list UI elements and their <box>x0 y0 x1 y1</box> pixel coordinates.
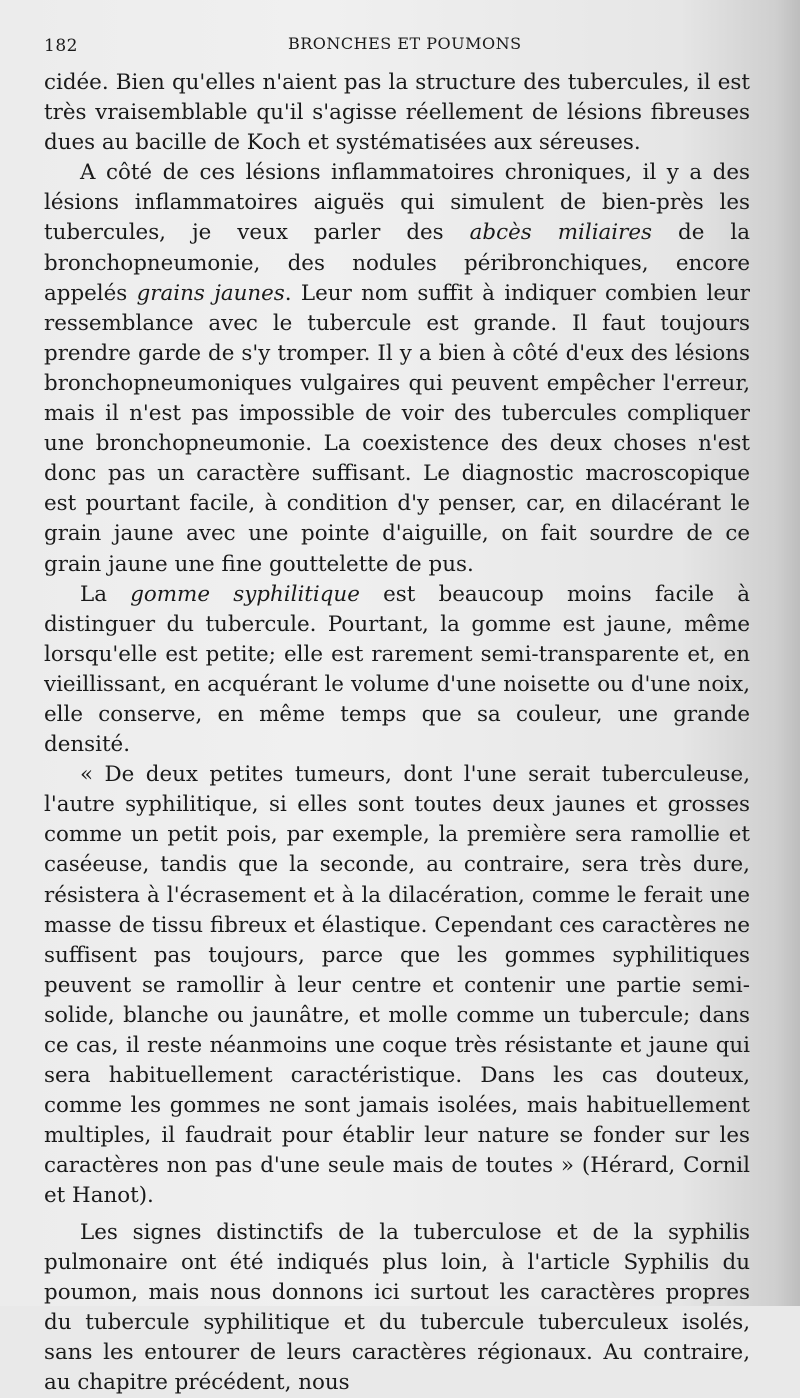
paragraph-text: de la bronchopneumonie, des nodules péribronchiques, encore appelés <box>44 220 750 306</box>
paragraph-3 <box>44 580 750 761</box>
paragraph-text: . Leur nom suffit à indiquer combien leur ressemblance avec le tubercule est grande. Il faut toujours prendre garde de s'y tromper. Il y a bien à côté d'eux des lésions bronchopneumoniques vulgaires qui peuvent empêcher l'erreur, mais il n'est pas impossible de voir des tubercules compliquer une bronchopneumonie. La coexistence des deux choses n'est donc pas un caractère suffisant. Le diagnostic macroscopique est pourtant facile, à condition d'y penser, car, en dilacérant le grain jaune avec une pointe d'aiguille, on fait sourdre de ce grain jaune une fine gouttelette de pus. <box>44 280 750 577</box>
italic-term: grains jaunes <box>136 280 285 306</box>
paragraph-2 <box>44 158 750 579</box>
italic-term: gomme syphilitique <box>130 581 360 607</box>
body-text <box>44 68 750 1398</box>
paragraph-text: est beaucoup moins facile à distinguer du tubercule. Pourtant, la gomme est jaune, même lorsqu'elle est petite; elle est rarement semi-transparente et, en vieillissant, en acquérant le volume d'une noisette ou d'une noix, elle conserve, en même temps que sa couleur, une grande densité. <box>44 581 750 758</box>
paragraph-text: La <box>80 581 131 607</box>
page-header <box>44 30 760 60</box>
running-head: BRONCHES ET POUMONS <box>288 34 522 53</box>
paragraph-5 <box>44 1218 750 1398</box>
paragraph-4 <box>44 760 750 1211</box>
paragraph-1 <box>44 68 750 158</box>
page-number: 182 <box>44 36 78 56</box>
quotation-text: « De deux petites tumeurs, dont l'une serait tuberculeuse, l'autre syphilitique, si elles sont toutes deux jaunes et grosses comme un petit pois, par exemple, la première sera ramollie et caséeuse, tandis que la seconde, au contraire, sera très dure, résistera à l'écrasement et à la dilacération, comme le ferait une masse de tissu fibreux et élastique. Cependant ces caractères ne suffisent pas toujours, parce que les gommes syphilitiques peuvent se ramollir à leur centre et contenir une partie semi-solide, blanche ou jaunâtre, et molle comme un tubercule; dans ce cas, il reste néanmoins une coque très résistante et jaune qui sera habituellement caractéristique. Dans les cas douteux, comme les gommes ne sont jamais isolées, mais habituellement multiples, il faudrait pour établir leur nature se fonder sur les caractères non pas d'une seule mais de toutes » (Hérard, Cornil et Hanot). <box>44 762 750 1209</box>
paragraph-text: A côté de ces lésions inflammatoires chroniques, il y a des lésions inflammatoires aiguës qui simulent de bien-près les tubercules, je veux parler des <box>44 160 750 246</box>
paragraph-text: Les signes distinctifs de la tuberculose et de la syphilis pulmonaire ont été indiqués plus loin, à l'article Syphilis du poumon, mais nous donnons ici surtout les caractères propres du tubercule syphilitique et du tubercule tuberculeux isolés, sans les entourer de leurs caractères régionaux. Au contraire, au chapitre précédent, nous <box>44 1219 750 1396</box>
paragraph-text: cidée. Bien qu'elles n'aient pas la structure des tubercules, il est très vraisemblable qu'il s'agisse réellement de lésions fibreuses dues au bacille de Koch et systématisées aux séreuses. <box>44 70 750 156</box>
italic-term: abcès miliaires <box>469 220 653 246</box>
